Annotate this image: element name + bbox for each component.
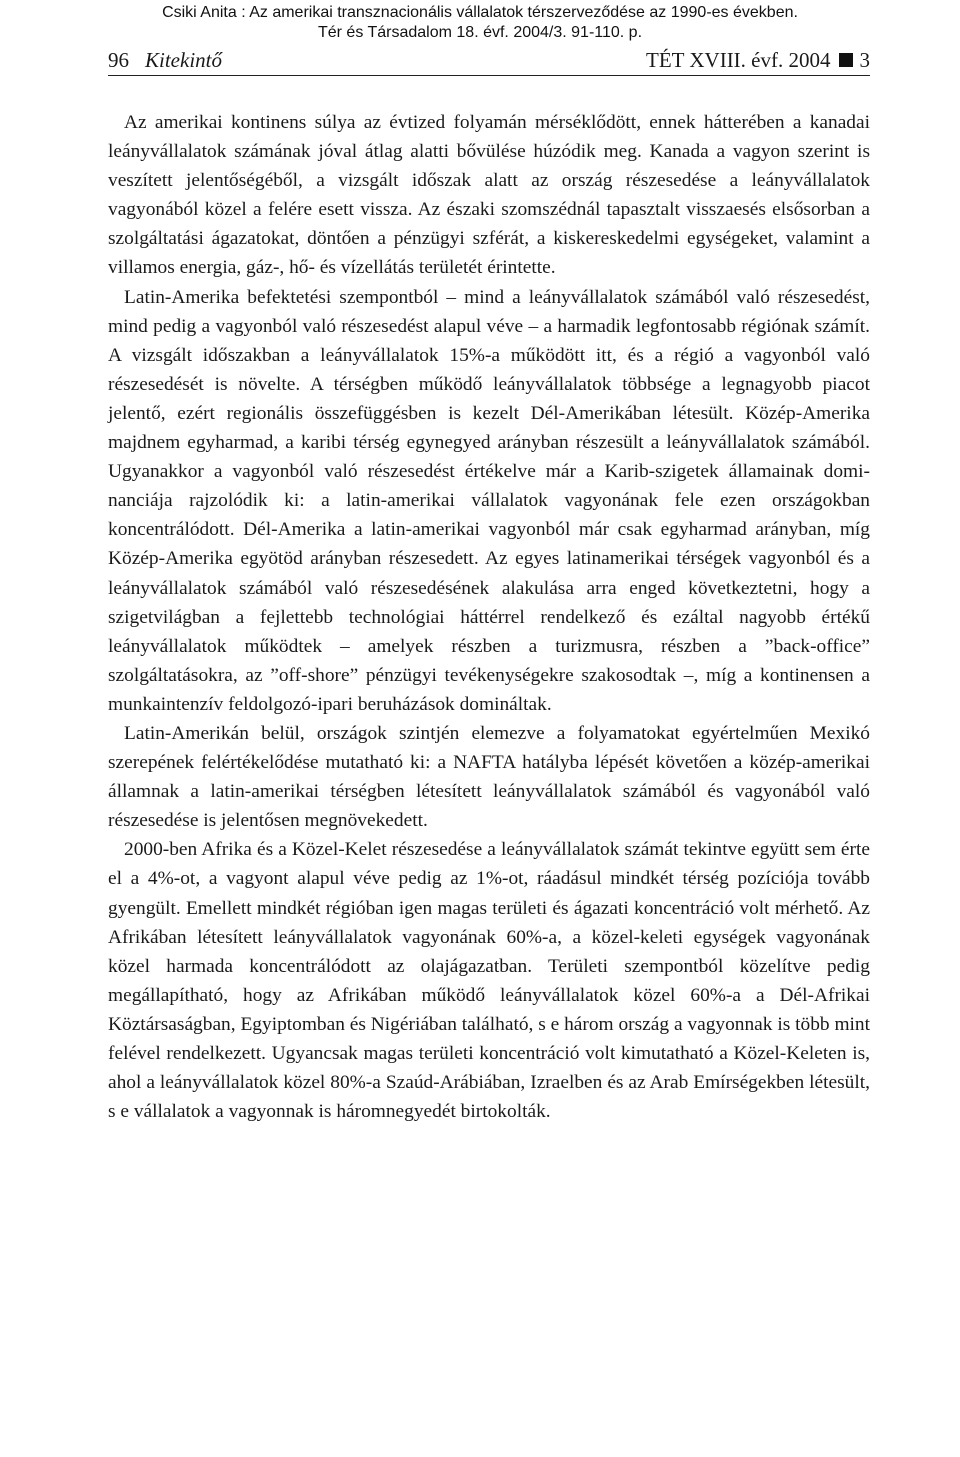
paragraph-1: Az amerikai kontinens súlya az évtized folyamán mérséklődött, ennek hátterében a kanadai leányvállalatok számának jóval átlag alatti bővülése húzódik meg. Kanada a vagyon szerint is veszített jelentőségéből, a vizsgált időszak alatt az ország részesedése a leányvállalatok vagyonából közel a felére esett vissza. Az északi szomszédnál tapasztalt visszaesés elsősorban a szolgáltatási ágazatokat, döntően a pénzügyi szférát, a kiskereskedelmi egységeket, valamint a villamos energia, gáz-, hő- és vízellátás területét érintette.	[108, 112, 870, 279]
running-head-right	[646, 48, 870, 72]
journal-info: TÉT XVIII. évf. 2004	[646, 48, 831, 72]
black-square-icon	[839, 53, 853, 67]
paragraph-2: Latin-Amerika befektetési szempontból – mind a leányvállalatok számából való részesedést, mind pedig a vagyonból való részesedést alapul véve – a harmadik legfontosabb régiónak számít. A vizsgált időszakban a leányvállalatok 15%-a működött itt, és a régió a vagyonból való részesedését is növelte. A térségben működő leányvállalatok többsége a legnagyobb piacot jelentő, ezért regionális összefüggésben is kezelt Dél-Amerikában létesült. Közép-Amerika majdnem egyharmad, a karibi térség egynegyed arányban részesült a leányvállalatok számából. Ugyanakkor a vagyonból való részesedést értékelve már a Karib-szigetek államainak dominanciája rajzolódik ki: a latin-amerikai vállalatok vagyonának fele ezen országokban koncentrálódott. Dél-Amerika a latin-amerikai vagyonból már csak egyharmad arányban, míg Közép-Amerika egyötöd arányban részesedett. Az egyes latinamerikai térségek vagyonból és a leányvállalatok számából való részesedésének alakulása arra enged következtetni, hogy a szigetvilágban a fejlettebb technológiai háttérrel rendelkező és ezáltal nagyobb értékű leányvállalatok működtek – amelyek részben a turizmusra, részben a ”back-office” szolgáltatásokra, az ”off-shore” pénzügyi tevékenységekre szakosodtak –, míg a kontinensen a munkaintenzív feldolgozó-ipari beruházások domináltak.	[108, 286, 870, 715]
paragraph-3: Latin-Amerikán belül, országok szintjén elemezve a folyamatokat egyértelműen Mexikó szerepének felértékelődése mutatható ki: a NAFTA hatályba lépését követően a közép-amerikai államnak a latin-amerikai térségben létesített leányvállalatok számából és vagyonából való részesedése is jelentősen megnövekedett.	[108, 722, 870, 832]
section-title: Kitekintő	[145, 48, 222, 72]
citation-line-1: Csiki Anita : Az amerikai transznacionális vállalatok térszerveződése az 1990-es években.	[162, 4, 798, 21]
paragraph-4: 2000-ben Afrika és a Közel-Kelet részesedése a leányvállalatok számát tekintve együtt sem érte el a 4%-ot, a vagyont alapul véve pedig az 1%-ot, ráadásul mindkét térség pozíciója tovább gyengült. Emellett mindkét régióban igen magas területi és ágazati koncentráció volt mérhető. Az Afrikában létesített leányvállalatok vagyonának 60%-a, a közel-keleti egységek vagyonának közel harmada koncentrálódott az olajágazatban. Területi szempontból közelítve pedig megállapítható, hogy az Afrikában működő leányvállalatok közel 60%-a a Dél-Afrikai Köztársaságban, Egyiptomban és Nigériában található, s e három ország a vagyonnak is több mint felével rendelkezett. Ugyancsak magas területi koncentráció volt kimutatható a Közel-Keleten is, ahol a leányvállalatok közel 80%-a Szaúd-Arábiában, Izraelben és az Arab Emírségekben létesült, s e vállalatok a vagyonnak is háromnegyedét birtokolták.	[108, 839, 870, 1123]
running-head-left	[108, 48, 222, 72]
citation-line-2: Tér és Társadalom 18. évf. 2004/3. 91-110. p.	[317, 24, 643, 41]
page-number: 96	[108, 48, 129, 72]
article-body	[108, 108, 870, 1126]
running-head	[108, 48, 870, 76]
citation-header	[0, 3, 960, 43]
issue-number: 3	[859, 48, 870, 72]
